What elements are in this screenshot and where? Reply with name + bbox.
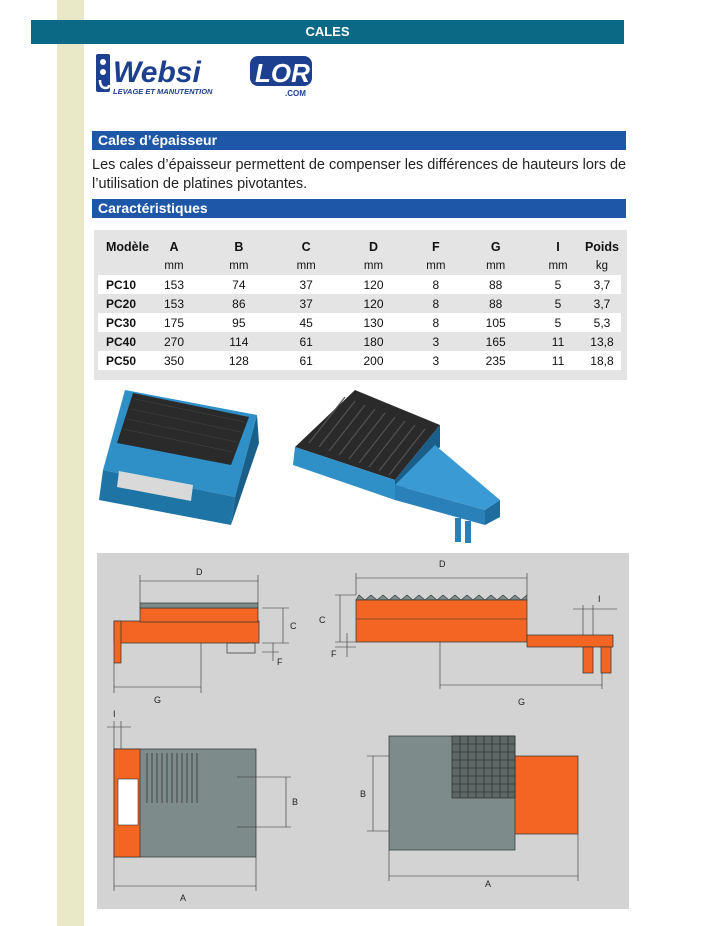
table-row (98, 294, 621, 313)
section-title-specs: Caractéristiques (92, 199, 626, 218)
specs-table-container (94, 230, 627, 380)
model-cell: PC30 (98, 313, 149, 332)
label-I: I (113, 709, 116, 719)
table-cell: 37 (279, 294, 334, 313)
label-F: F (277, 657, 283, 667)
table-cell: 13,8 (583, 332, 621, 351)
label-A: A (180, 893, 187, 903)
col-header: Poids (584, 239, 619, 254)
table-cell: 165 (458, 332, 533, 351)
intro-paragraph: Les cales d’épaisseur permettent de compenser les différences de hauteurs lors de l’utilisation de platines pivotantes. (92, 157, 627, 192)
col-header: C (301, 239, 311, 254)
label-D: D (196, 567, 203, 577)
unit-cell: mm (199, 256, 279, 275)
page-title: CALES (31, 20, 624, 44)
unit-cell: mm (458, 256, 533, 275)
table-cell: 180 (334, 332, 414, 351)
table-header-row (98, 237, 621, 256)
table-cell: 74 (199, 275, 279, 294)
left-decorative-strip (57, 0, 84, 926)
section-title-intro: Cales d’épaisseur (92, 131, 626, 150)
col-header: F (432, 239, 440, 254)
specs-table (98, 237, 621, 370)
table-cell: 270 (149, 332, 199, 351)
col-header: Modèle (106, 239, 150, 254)
label-G: G (154, 695, 162, 705)
unit-cell (98, 256, 149, 275)
col-header: G (490, 239, 501, 254)
table-cell: 128 (199, 351, 279, 370)
product-photo-small-cale (95, 385, 265, 535)
label-D: D (439, 559, 446, 569)
col-header: B (234, 239, 244, 254)
unit-cell: kg (583, 256, 621, 275)
model-cell: PC50 (98, 351, 149, 370)
table-row (98, 313, 621, 332)
model-cell: PC20 (98, 294, 149, 313)
table-cell: 3,7 (583, 275, 621, 294)
table-cell: 200 (334, 351, 414, 370)
table-cell: 3,7 (583, 294, 621, 313)
table-cell: 105 (458, 313, 533, 332)
table-cell: 86 (199, 294, 279, 313)
table-cell: 11 (533, 351, 583, 370)
logo-lor-text: LOR (255, 58, 310, 88)
table-cell: 235 (458, 351, 533, 370)
label-G: G (518, 697, 526, 707)
label-I: I (598, 594, 601, 604)
label-A: A (485, 879, 492, 889)
unit-cell: mm (149, 256, 199, 275)
unit-cell: mm (413, 256, 458, 275)
product-photo-large-cale (285, 385, 520, 550)
unit-cell: mm (533, 256, 583, 275)
table-cell: 8 (413, 275, 458, 294)
table-cell: 114 (199, 332, 279, 351)
table-cell: 61 (279, 351, 334, 370)
table-cell: 11 (533, 332, 583, 351)
table-cell: 8 (413, 294, 458, 313)
logo-domain: .COM (285, 89, 306, 98)
table-cell: 153 (149, 275, 199, 294)
websilor-logo[interactable] (92, 50, 322, 98)
table-row (98, 275, 621, 294)
table-cell: 95 (199, 313, 279, 332)
model-cell: PC10 (98, 275, 149, 294)
label-B: B (360, 789, 367, 799)
table-cell: 8 (413, 313, 458, 332)
table-cell: 5,3 (583, 313, 621, 332)
label-C: C (319, 615, 326, 625)
model-cell: PC40 (98, 332, 149, 351)
table-cell: 3 (413, 351, 458, 370)
unit-cell: mm (279, 256, 334, 275)
logo-web-text: Websi (113, 56, 201, 89)
label-C: C (290, 621, 297, 631)
table-cell: 175 (149, 313, 199, 332)
table-cell: 3 (413, 332, 458, 351)
table-cell: 350 (149, 351, 199, 370)
table-row (98, 351, 621, 370)
col-header: A (169, 239, 179, 254)
technical-drawing (97, 553, 629, 909)
table-cell: 88 (458, 275, 533, 294)
table-cell: 45 (279, 313, 334, 332)
table-cell: 37 (279, 275, 334, 294)
col-header: I (556, 239, 560, 254)
table-cell: 88 (458, 294, 533, 313)
table-cell: 5 (533, 294, 583, 313)
label-B: B (292, 797, 299, 807)
table-cell: 120 (334, 294, 414, 313)
col-header: D (368, 239, 378, 254)
table-cell: 5 (533, 275, 583, 294)
table-cell: 5 (533, 313, 583, 332)
unit-cell: mm (334, 256, 414, 275)
table-cell: 153 (149, 294, 199, 313)
table-cell: 61 (279, 332, 334, 351)
label-F: F (331, 649, 337, 659)
table-cell: 18,8 (583, 351, 621, 370)
table-cell: 130 (334, 313, 414, 332)
logo-tagline: LEVAGE ET MANUTENTION (113, 87, 213, 96)
table-cell: 120 (334, 275, 414, 294)
table-row (98, 332, 621, 351)
table-units-row (98, 256, 621, 275)
